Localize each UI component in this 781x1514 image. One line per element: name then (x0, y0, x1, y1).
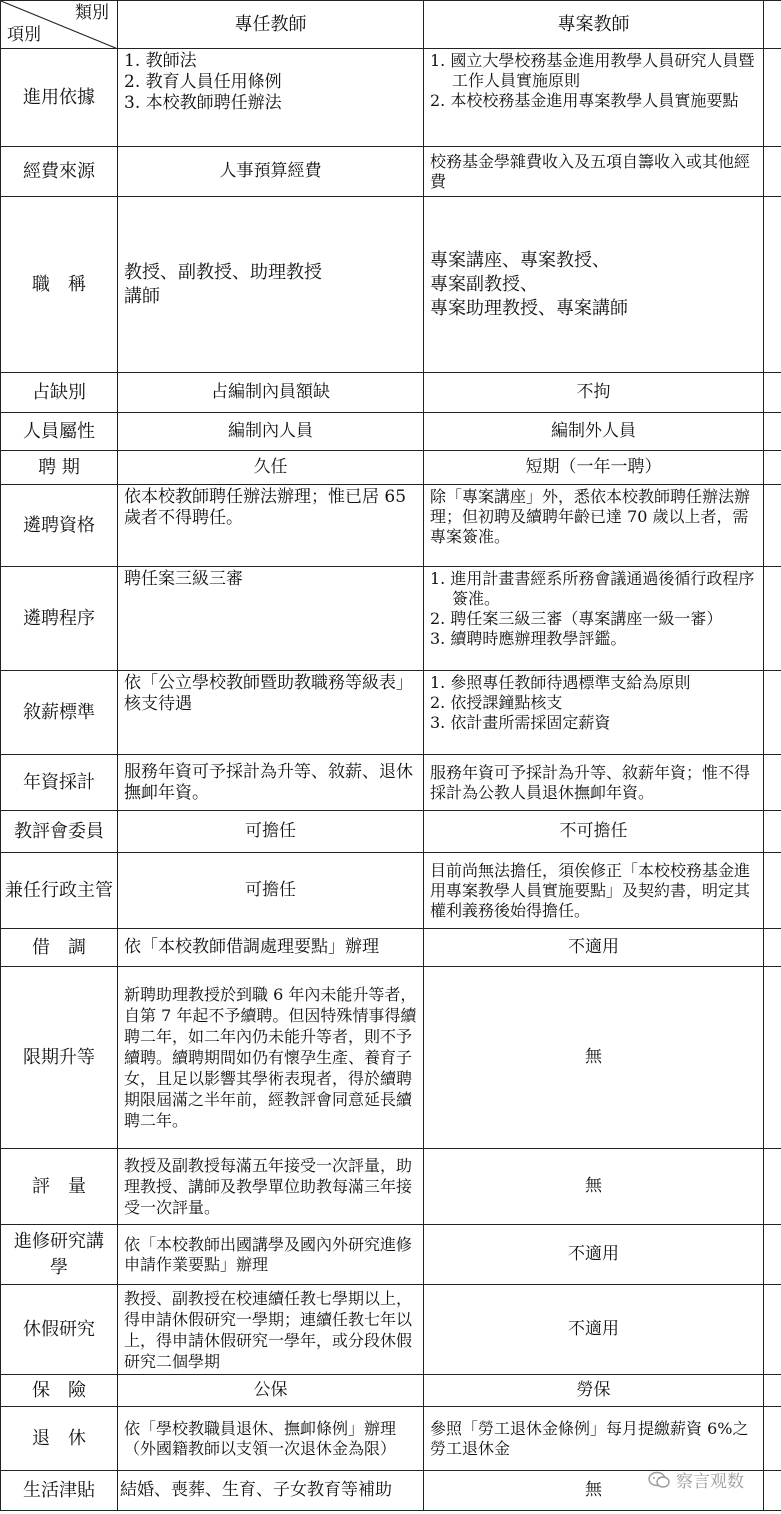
title-line: 講師 (124, 285, 160, 307)
list-item: 2. 聘任案三級三審（專案講座一級一審） (430, 609, 723, 628)
title-line: 專案講座、專案教授、 (430, 249, 610, 271)
table-row (1, 485, 781, 567)
project-cell: 不適用 (424, 929, 764, 967)
corner-category-label: 類別 (75, 3, 109, 23)
table-row (1, 811, 781, 853)
project-cell: 不適用 (424, 1285, 764, 1375)
project-cell: 參照「勞工退休金條例」每月提繳薪資 6%之勞工退休金 (424, 1407, 764, 1471)
cut-off-column (764, 1225, 781, 1285)
table-row (1, 853, 781, 929)
row-label: 人員屬性 (1, 413, 118, 451)
full-time-cell: 占編制內員額缺 (118, 373, 424, 413)
full-time-cell: 依「本校教師出國講學及國內外研究進修申請作業要點」辦理 (118, 1225, 424, 1285)
full-time-cell: 久任 (118, 451, 424, 485)
full-time-cell: 新聘助理教授於到職 6 年內未能升等者，自第 7 年起不予續聘。但因特殊情事得續聘二年，如二年內仍未能升等者，則不予續聘。續聘期間如仍有懷孕生產、養育子女，且足以影響其學術表現者，得於續聘期限屆滿之半年前，經教評會同意延長續聘二年。 (118, 967, 424, 1149)
cut-off-column (764, 567, 781, 671)
row-label: 限期升等 (1, 967, 118, 1149)
full-time-cell: 教授、副教授在校連續任教七學期以上，得申請休假研究一學期；連續任教七年以上，得申請休假研究一學年，或分段休假研究二個學期 (118, 1285, 424, 1375)
row-label: 生活津貼 (1, 1471, 118, 1511)
table-row (1, 197, 781, 373)
project-cell: 校務基金學雜費收入及五項自籌收入或其他經費 (424, 147, 764, 197)
full-time-cell: 編制內人員 (118, 413, 424, 451)
chat-bubble-icon (648, 1471, 670, 1489)
cut-off-column (764, 49, 781, 147)
row-label: 年資採計 (1, 755, 118, 811)
full-time-cell: 結婚、喪葬、生育、子女教育等補助 (118, 1471, 424, 1511)
full-time-cell: 依「公立學校教師暨助教職務等級表」核支待遇 (118, 671, 424, 755)
cut-off-column (764, 755, 781, 811)
list-item: 2. 教育人員任用條例 (124, 72, 282, 92)
column-header-full-time: 專任教師 (118, 1, 424, 49)
header-row (1, 1, 781, 49)
full-time-cell: 教授及副教授每滿五年接受一次評量，助理教授、講師及教學單位助教每滿三年接受一次評量。 (118, 1149, 424, 1225)
row-label: 遴聘程序 (1, 567, 118, 671)
full-time-cell (118, 49, 424, 147)
cut-off-column (764, 1285, 781, 1375)
project-cell: 目前尚無法擔任，須俟修正「本校校務基金進用專案教學人員實施要點」及契約書，明定其權利義務後始得擔任。 (424, 853, 764, 929)
row-label: 借 調 (1, 929, 118, 967)
project-cell (424, 197, 764, 373)
column-header-project: 專案教師 (424, 1, 764, 49)
cut-off-column (764, 1149, 781, 1225)
project-cell: 除「專案講座」外，悉依本校教師聘任辦法辦理；但初聘及續聘年齡已達 70 歲以上者，需專案簽准。 (424, 485, 764, 567)
watermark-text: 察言观数 (676, 1472, 744, 1492)
table-row (1, 1225, 781, 1285)
table-row (1, 755, 781, 811)
cut-off-column (764, 1, 781, 49)
list-item: 2. 本校校務基金進用專案教學人員實施要點 (430, 91, 739, 110)
row-label: 兼任行政主管 (1, 853, 118, 929)
cut-off-column (764, 811, 781, 853)
full-time-cell (118, 197, 424, 373)
cut-off-column (764, 1375, 781, 1407)
table-row (1, 147, 781, 197)
table-row (1, 567, 781, 671)
cut-off-column (764, 671, 781, 755)
table-row (1, 373, 781, 413)
list (124, 51, 417, 114)
title-line: 專案助理教授、專案講師 (430, 297, 628, 319)
table-row (1, 929, 781, 967)
full-time-cell: 可擔任 (118, 853, 424, 929)
list (430, 51, 757, 111)
project-cell (424, 567, 764, 671)
full-time-cell: 聘任案三級三審 (118, 567, 424, 671)
table-row (1, 967, 781, 1149)
row-label: 聘 期 (1, 451, 118, 485)
row-label: 職 稱 (1, 197, 118, 373)
row-label: 保 險 (1, 1375, 118, 1407)
list-item: 3. 本校教師聘任辦法 (124, 93, 282, 113)
watermark (648, 1467, 744, 1492)
table-row (1, 451, 781, 485)
row-label: 教評會委員 (1, 811, 118, 853)
list-item: 3. 依計畫所需採固定薪資 (430, 713, 611, 732)
list (430, 569, 757, 649)
full-time-cell: 人事預算經費 (118, 147, 424, 197)
list-item: 1. 國立大學校務基金進用教學人員研究人員暨工作人員實施原則 (430, 51, 755, 90)
project-cell: 不適用 (424, 1225, 764, 1285)
list (430, 673, 757, 733)
cut-off-column (764, 1471, 781, 1511)
project-cell: 不可擔任 (424, 811, 764, 853)
list-item: 1. 教師法 (124, 51, 197, 71)
row-label: 經費來源 (1, 147, 118, 197)
full-time-cell: 服務年資可予採計為升等、敘薪、退休撫卹年資。 (118, 755, 424, 811)
cut-off-column (764, 197, 781, 373)
project-cell (424, 671, 764, 755)
full-time-cell: 可擔任 (118, 811, 424, 853)
full-time-cell: 依「學校教職員退休、撫卹條例」辦理（外國籍教師以支領一次退休金為限） (118, 1407, 424, 1471)
cut-off-column (764, 1407, 781, 1471)
row-label: 退 休 (1, 1407, 118, 1471)
corner-header-cell (1, 1, 118, 49)
list-item: 1. 進用計畫書經系所務會議通過後循行政程序簽准。 (430, 569, 755, 608)
project-cell: 勞保 (424, 1375, 764, 1407)
table-row (1, 1407, 781, 1471)
project-cell: 無 (424, 1149, 764, 1225)
title-line: 教授、副教授、助理教授 (124, 261, 322, 283)
project-cell: 編制外人員 (424, 413, 764, 451)
project-cell: 無 (424, 967, 764, 1149)
list-item: 2. 依授課鐘點核支 (430, 693, 563, 712)
list-item: 1. 參照專任教師待遇標準支給為原則 (430, 673, 691, 692)
table-row (1, 1375, 781, 1407)
list-item: 3. 續聘時應辦理教學評鑑。 (430, 629, 627, 648)
table-row (1, 49, 781, 147)
cut-off-column (764, 451, 781, 485)
full-time-cell: 依本校教師聘任辦法辦理；惟已居 65 歲者不得聘任。 (118, 485, 424, 567)
title-line: 專案副教授、 (430, 273, 538, 295)
cut-off-column (764, 485, 781, 567)
row-label: 進修研究講 學 (1, 1225, 118, 1285)
table-row (1, 671, 781, 755)
row-label: 評 量 (1, 1149, 118, 1225)
cut-off-column (764, 929, 781, 967)
cut-off-column (764, 413, 781, 451)
project-cell: 無 (424, 1471, 764, 1511)
project-cell: 服務年資可予採計為升等、敘薪年資；惟不得採計為公教人員退休撫卹年資。 (424, 755, 764, 811)
row-label: 休假研究 (1, 1285, 118, 1375)
row-label: 遴聘資格 (1, 485, 118, 567)
cut-off-column (764, 147, 781, 197)
cut-off-column (764, 373, 781, 413)
project-cell: 不拘 (424, 373, 764, 413)
row-label: 進用依據 (1, 49, 118, 147)
cut-off-column (764, 967, 781, 1149)
table-row (1, 413, 781, 451)
row-label: 占缺別 (1, 373, 118, 413)
full-time-cell: 依「本校教師借調處理要點」辦理 (118, 929, 424, 967)
corner-item-label: 項別 (7, 25, 41, 45)
table-row (1, 1285, 781, 1375)
project-cell: 短期（一年一聘） (424, 451, 764, 485)
row-label: 敘薪標準 (1, 671, 118, 755)
cut-off-column (764, 853, 781, 929)
project-cell (424, 49, 764, 147)
table-row (1, 1149, 781, 1225)
full-time-cell: 公保 (118, 1375, 424, 1407)
